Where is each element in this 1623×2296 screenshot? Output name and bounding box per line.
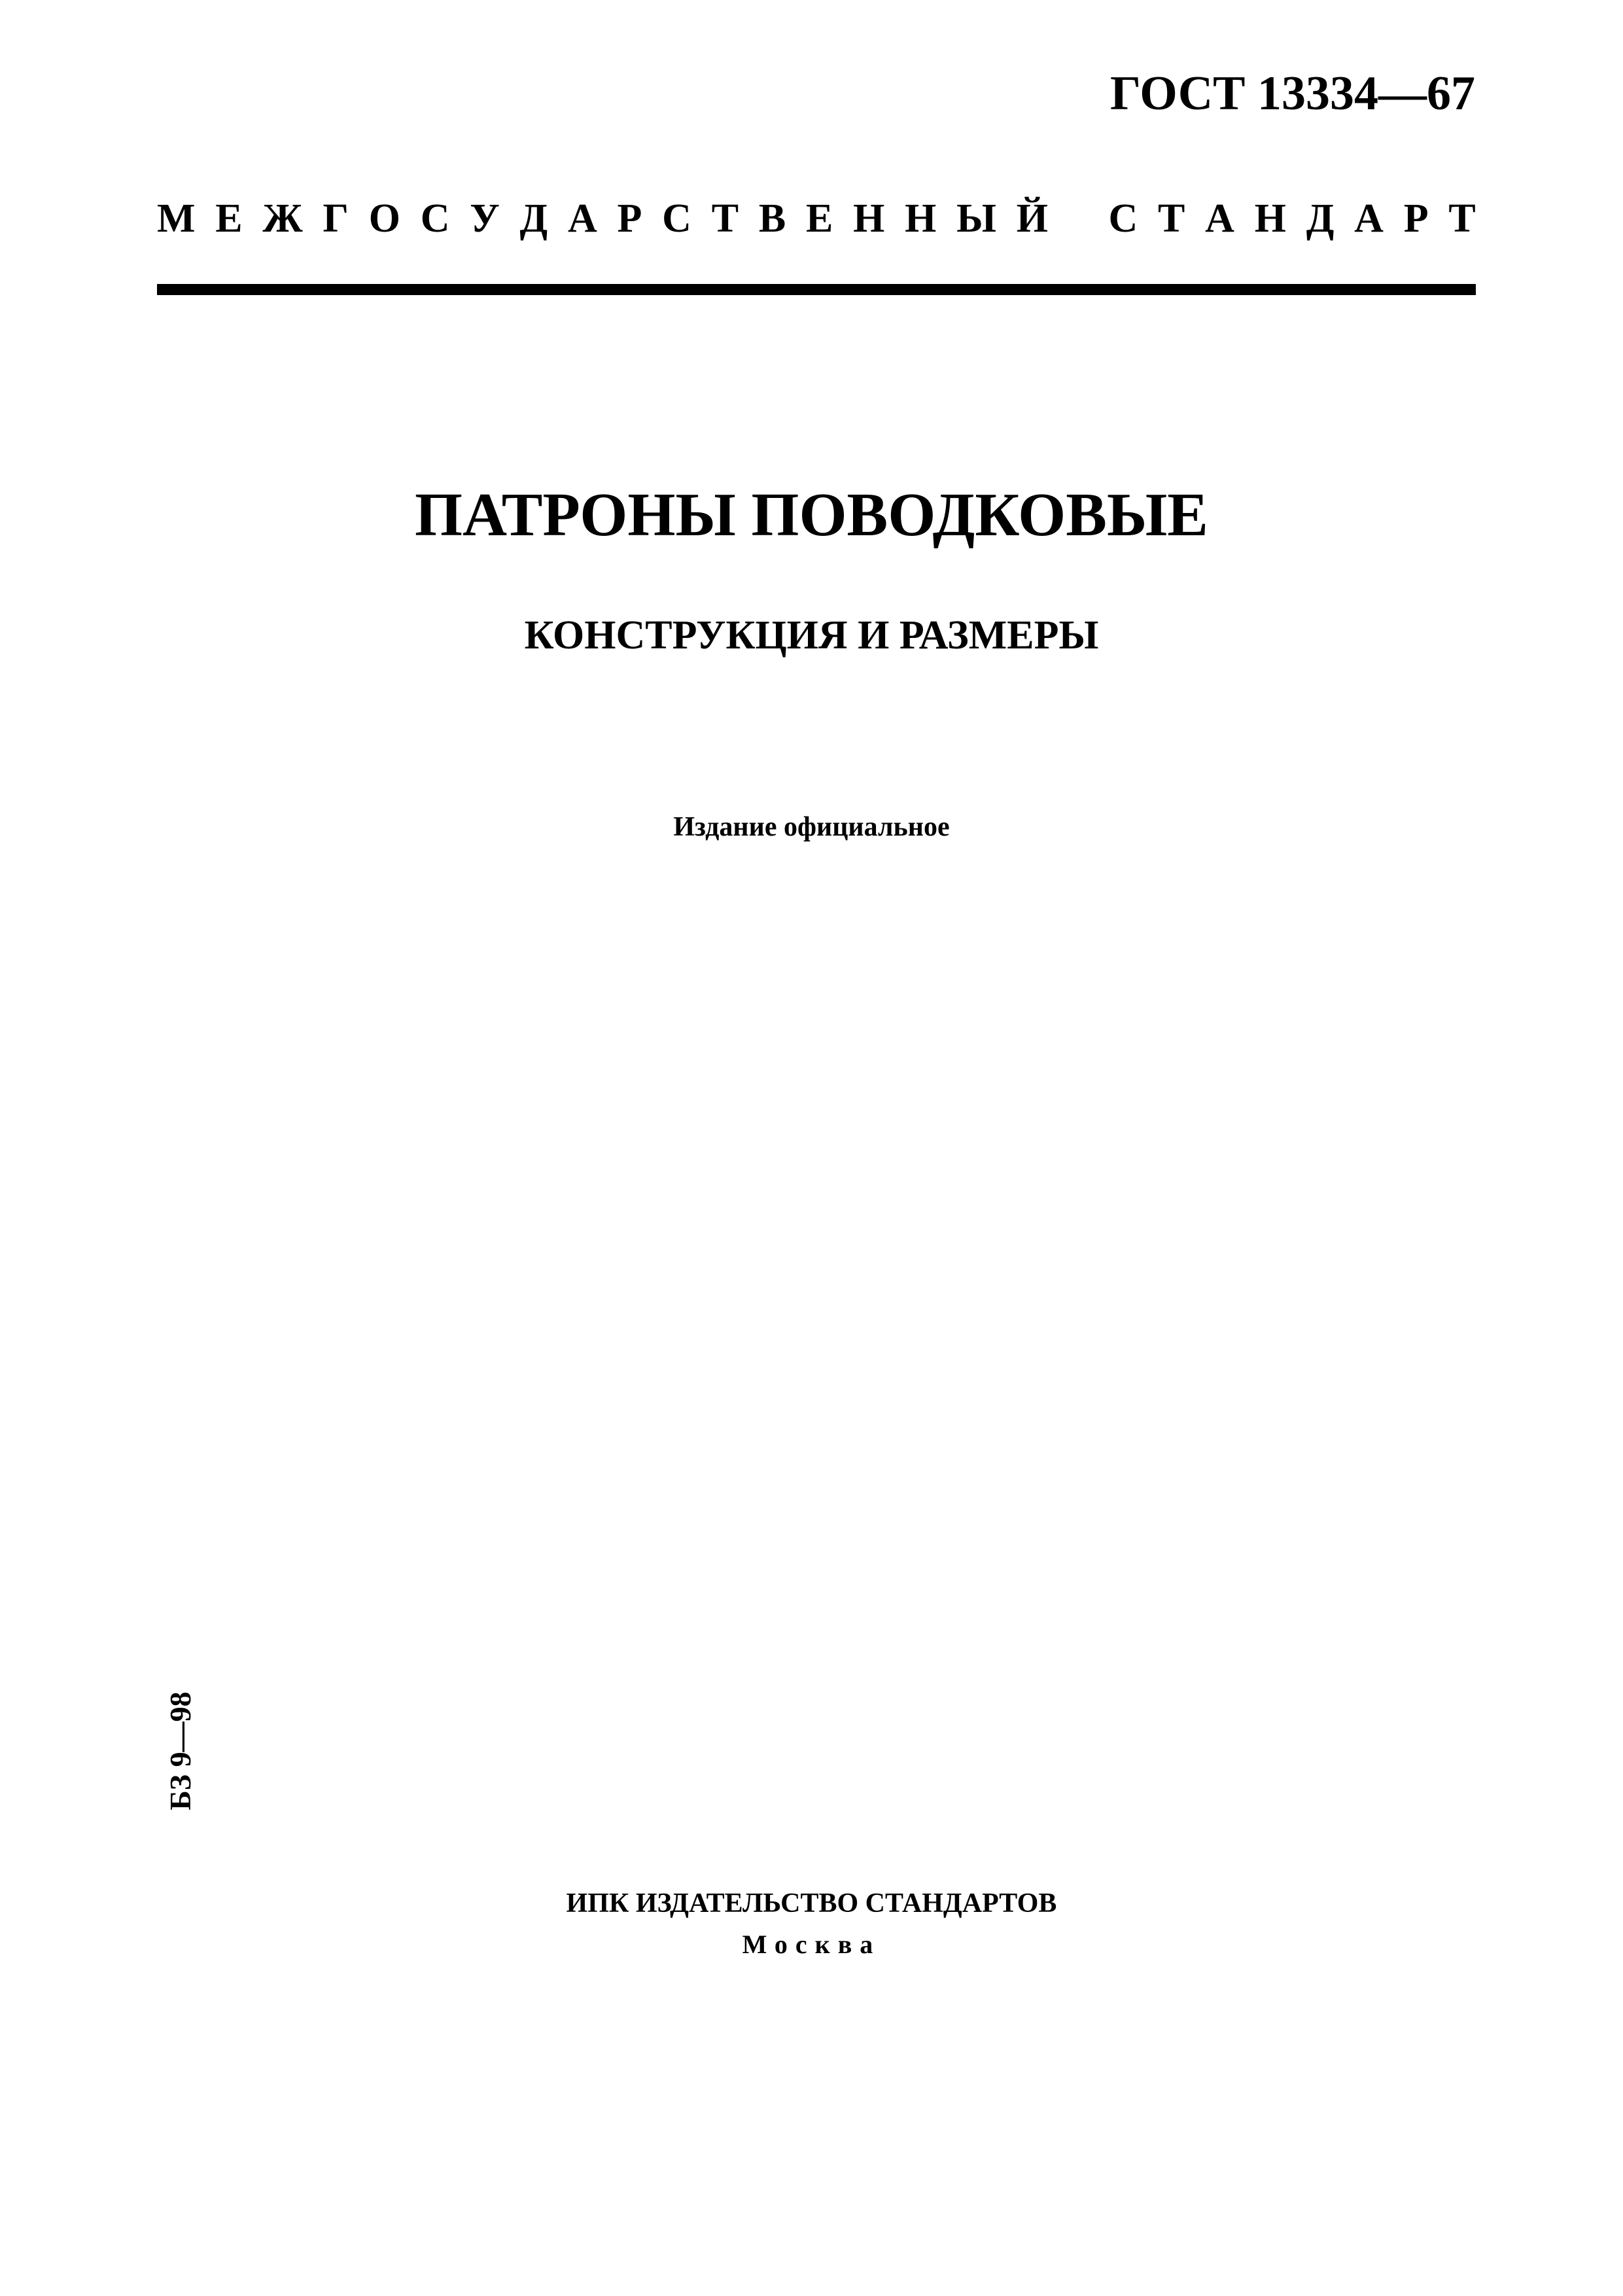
heading-letter: Н — [1254, 196, 1286, 241]
header-rule — [157, 284, 1476, 295]
heading-letter: М — [157, 196, 196, 241]
heading-letter: С — [1108, 196, 1138, 241]
edition-label: Издание официальное — [673, 812, 950, 842]
heading-letter: Н — [853, 196, 885, 241]
heading-letter: Н — [905, 196, 937, 241]
heading-letter: С — [420, 196, 450, 241]
heading-letter: В — [758, 196, 786, 241]
heading-letter: Д — [519, 196, 548, 241]
heading-letter: А — [1354, 196, 1384, 241]
document-number: ГОСТ 13334—67 — [1110, 67, 1475, 120]
publisher-name: ИПК ИЗДАТЕЛЬСТВО СТАНДАРТОВ — [566, 1888, 1057, 1918]
heading-letter: Т — [1158, 196, 1185, 241]
heading-letter: С — [662, 196, 691, 241]
heading-letter: У — [470, 196, 500, 241]
publisher-city: Москва — [742, 1930, 881, 1959]
heading-word-gap — [1068, 198, 1089, 239]
document-title: ПАТРОНЫ ПОВОДКОВЫЕ — [414, 481, 1208, 549]
heading-letter: Е — [215, 196, 243, 241]
heading-letter: О — [368, 196, 400, 241]
heading-letter: Д — [1306, 196, 1335, 241]
document-subtitle: КОНСТРУКЦИЯ И РАЗМЕРЫ — [524, 613, 1099, 658]
heading-letter: А — [1205, 196, 1234, 241]
heading-letter: Ж — [262, 196, 303, 241]
heading-letter: Р — [1403, 196, 1429, 241]
heading-letter: Ы — [956, 196, 996, 241]
side-code-text: БЗ 9—98 — [164, 1691, 197, 1810]
heading-letter: Т — [1448, 196, 1476, 241]
heading-letter: Г — [323, 196, 349, 241]
heading-letter: Й — [1016, 196, 1048, 241]
heading-letter: А — [567, 196, 597, 241]
heading-letter: Е — [805, 196, 833, 241]
heading-letter: Т — [711, 196, 739, 241]
heading-letter: Р — [617, 196, 642, 241]
side-code-label — [154, 1693, 207, 1809]
standard-category-heading — [157, 198, 1476, 239]
